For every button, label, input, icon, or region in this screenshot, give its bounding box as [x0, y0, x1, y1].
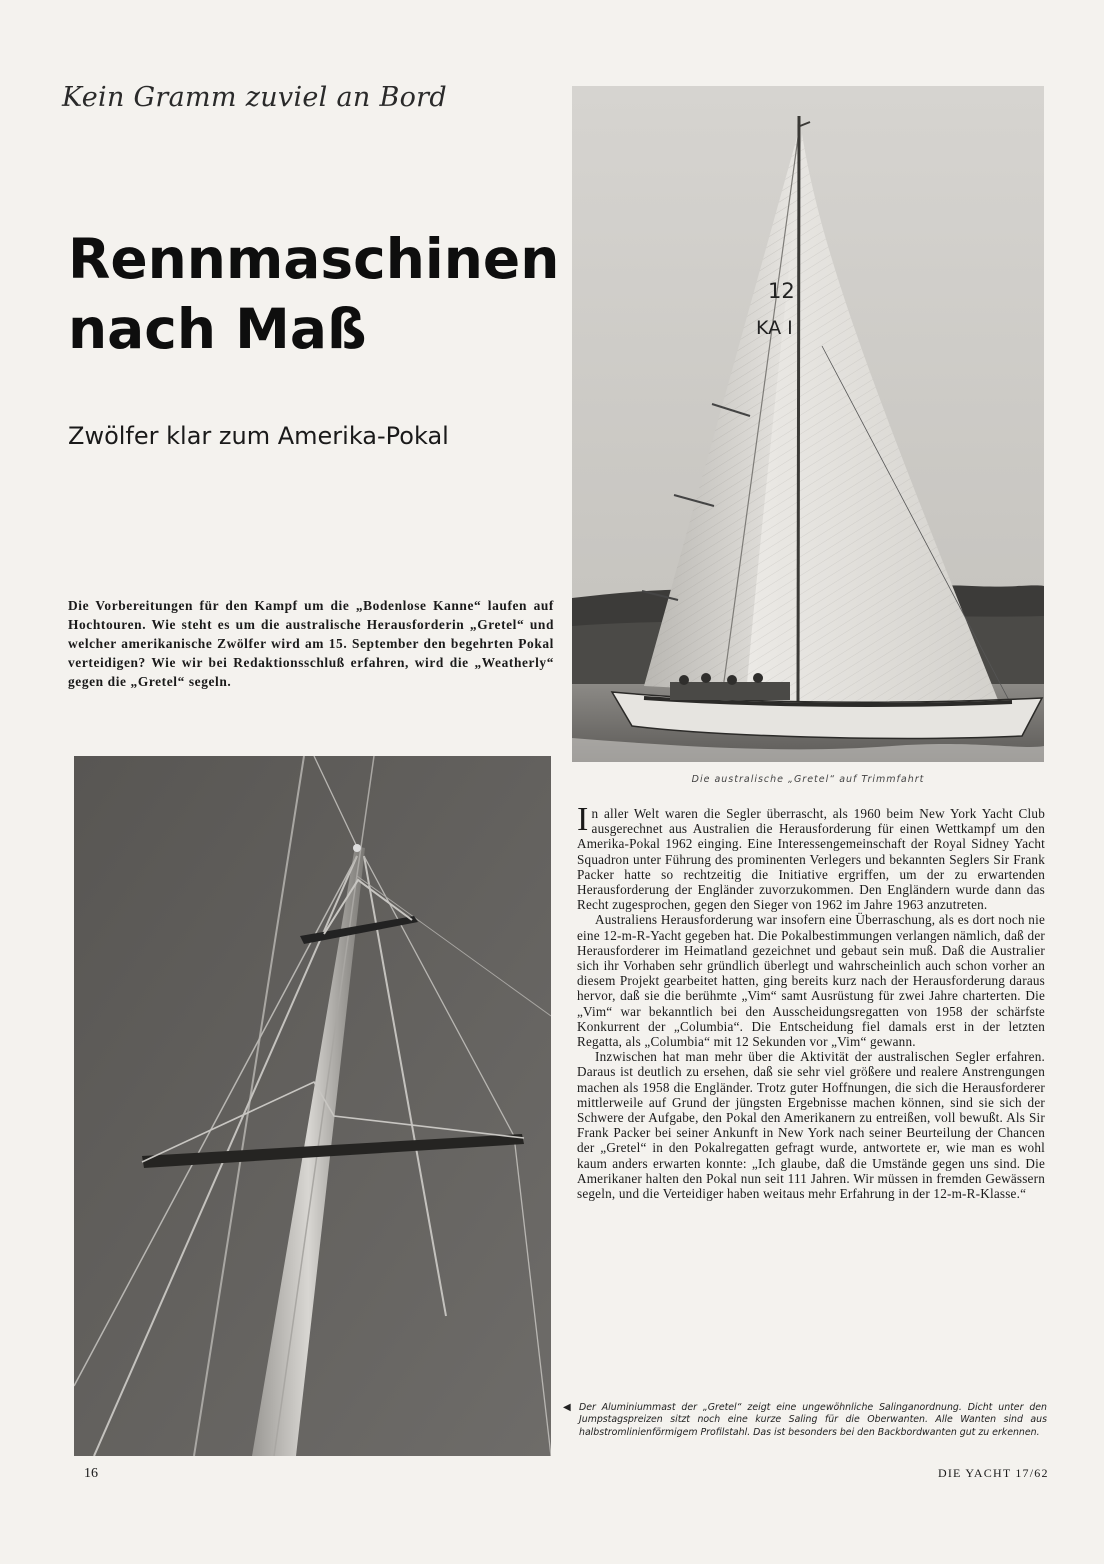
subheadline: Zwölfer klar zum Amerika-Pokal [68, 422, 449, 450]
page-number: 16 [84, 1466, 98, 1481]
article-body [577, 801, 1045, 1202]
magazine-issue: DIE YACHT 17/62 [938, 1466, 1049, 1480]
headline-line-2: nach Maß [68, 297, 367, 361]
article-paragraph-1: In aller Welt waren die Segler überrascht, als 1960 beim New York Yacht Club ausgerechnet aus Australien die Herausforderung für einen Wettkampf um den Amerika-Pokal 1962 einging. Eine Interessengemeinschaft der Royal Sidney Yacht Squadron unter Führung des prominenten Verlegers und bekannten Seglers Sir Frank Packer hatte so rechtzeitig die Initiative ergriffen, um der zu erwartenden Herausforderung der Engländer zuvorzukommen. Den Engländern wurde dann das Recht zugesprochen, gegen den Sieger von 1962 im Jahre 1963 anzutreten. [577, 801, 1045, 913]
mast-photo-caption [563, 1402, 1047, 1439]
headline-line-1: Rennmaschinen [68, 227, 560, 291]
sail-photo-caption: Die australische „Gretel“ auf Trimmfahrt [691, 774, 925, 785]
mast-photo [74, 756, 551, 1456]
mast-caption-text: Der Aluminiummast der „Gretel“ zeigt eine ungewöhnliche Salinganordnung. Dicht unter den Jumpstagspreizen sitzt noch eine kurze Saling für die Oberwanten. Alle Wanten sind aus halbstromlinienförmigem Profilstahl. Das ist besonders bei den Backbordwanten gut zu erkennen. [579, 1402, 1047, 1438]
sailing-yacht-image [572, 86, 1044, 762]
headline [68, 224, 560, 364]
left-arrow-icon: ◀ [563, 1402, 571, 1413]
aluminium-mast-image [74, 756, 551, 1456]
kicker: Kein Gramm zuviel an Bord [62, 82, 447, 113]
sail-number-12: 12 [768, 279, 795, 303]
article-paragraph-2: Australiens Herausforderung war insofern eine Überraschung, als es dort noch nie eine 12-m-R-Yacht gegeben hat. Die Pokalbestimmungen verlangen nämlich, daß der Herausforderer im Heimatland gezeichnet und gebaut sein muß. Daß die Australier sich ihr Vorhaben sehr gründlich überlegt und wahrscheinlich auch schon vorher an diesem Projekt gearbeitet hatten, ging bereits kurz nach der Herausforderung daraus hervor, daß sie die berühmte „Vim“ samt Ausrüstung für zwei Jahre charterten. Die „Vim“ war bekanntlich bei den Ausscheidungsregatten von 1958 der schärfste Konkurrent der „Columbia“. Die Entscheidung fiel damals erst in der letzten Regatta, als „Columbia“ mit 12 Sekunden vor „Vim“ gewann. [577, 912, 1045, 1050]
intro-paragraph: Die Vorbereitungen für den Kampf um die „Bodenlose Kanne“ laufen auf Hochtouren. Wie steht es um die australische Herausforderin „Gretel“ und welcher amerikanische Zwölfer wird am 15. September den begehrten Pokal verteidigen? Wie wir bei Redaktionsschluß erfahren, wird die „Weatherly“ gegen die „Gretel“ segeln. [68, 598, 554, 689]
sail-number-ka1: KA I [756, 317, 793, 339]
article-paragraph-3: Inzwischen hat man mehr über die Aktivität der australischen Segler erfahren. Daraus ist deutlich zu ersehen, daß sie sehr viel größere und realere Anstrengungen machen als 1958 die Engländer. Trotz guter Hoffnungen, die sich die Herausforderer mittlerweile auf Grund der jüngsten Ergebnisse machen können, sind sie sich der Schwere der Aufgabe, den Pokal den Amerikanern zu entreißen, voll bewußt. Als Sir Frank Packer bei seiner Ankunft in New York nach seiner Beurteilung der Chancen der „Gretel“ in den Pokalregatten gefragt wurde, antwortete er, wie man es wohl kaum anders erwarten konnte: „Ich glaube, daß die Umstände gegen uns sind. Die Amerikaner halten den Pokal nun seit 111 Jahren. Wir müssen in fremden Gewässern segeln, und die Verteidiger haben weitaus mehr Erfahrung in der 12-m-R-Klasse.“ [577, 1049, 1045, 1202]
sailing-yacht-photo [572, 86, 1044, 762]
